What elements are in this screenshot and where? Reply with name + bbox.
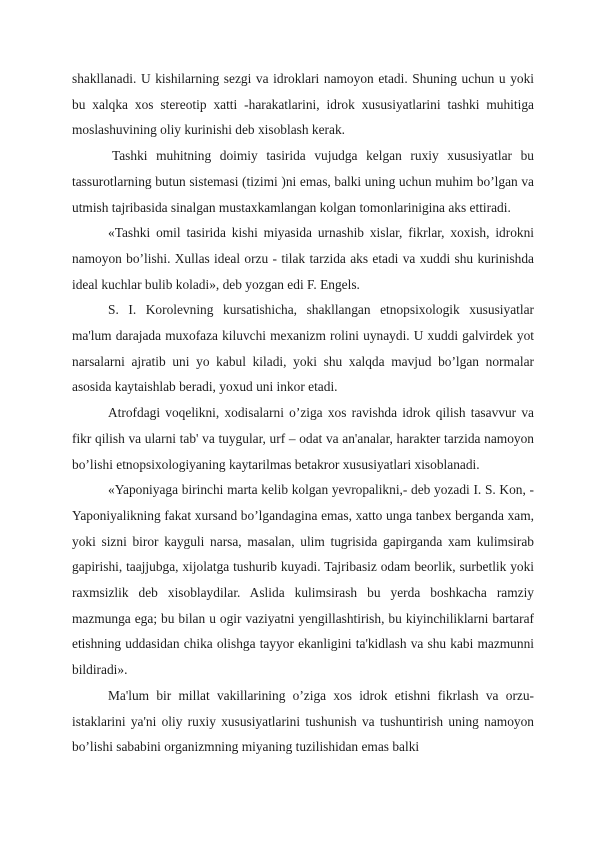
paragraph-1: shakllanadi. U kishilarning sezgi va idroklari namoyon etadi. Shuning uchun u yoki bu xalqka xos stereotip xatti -harakatlarini, idrok xususiyatlarini tashki muhitiga moslashuvining oliy kurinishi deb xisoblash kerak. bbox=[72, 71, 534, 138]
paragraph-3: «Tashki omil tasirida kishi miyasida urnashib xislar, fikrlar, xoxish, idrokni namoyon bo’lishi. Xullas ideal orzu - tilak tarzida aks etadi va xuddi shu kurinishda ideal kuchlar bulib koladi», deb yozgan edi F. Engels. bbox=[72, 225, 534, 292]
paragraph-4: S. I. Korolevning kursatishicha, shakllangan etnopsixologik xususiyatlar ma'lum darajada muxofaza kiluvchi mexanizm rolini uynaydi. U xuddi galvirdek yot narsalarni ajratib uni yo kabul kiladi, yoki shu xalqda mavjud bo’lgan normalar asosida kaytaishlab beradi, yoxud uni inkor etadi. bbox=[72, 302, 534, 395]
paragraph-7: Ma'lum bir millat vakillarining o’ziga xos idrok etishni fikrlash va orzu-istaklarini ya'ni oliy ruxiy xususiyatlarini tushunish va tushuntirish uning namoyon bo’lishi sababini organizmning miyaning tuzilishidan emas balki bbox=[72, 687, 534, 755]
paragraph-5: Atrofdagi voqelikni, xodisalarni o’ziga xos ravishda idrok qilish tasavvur va fikr qilish va ularni tab' va tuygular, urf – odat va an'analar, harakter tarzida namoyon bo’lishi etnopsixologiyaning kaytarilmas betakror xususiyatlari xisoblanadi. bbox=[72, 405, 534, 472]
paragraph-6: «Yaponiyaga birinchi marta kelib kolgan yevropalikni,- deb yozadi I. S. Kon, -Yaponiyalikning fakat xursand bo’lgandagina emas, xatto unga tanbex berganda xam, yoki sizni biror kayguli narsa, masalan, ulim tugrisida gapirganda xam kulimsirab gapirishi, taajjubga, xijolatga tushurib kuyadi. Tajribasiz odam beorlik, surbetlik yoki raxmsizlik deb xisoblaydilar. Aslida kulimsirash bu yerda boshkacha ramziy mazmunga ega; bu bilan u ogir vaziyatni yengillashtirish, bu kiyinchiliklarni bartaraf etishning uddasidan chika olishga tayyor ekanligini ta'kidlash va shu kabi mazmunni bildiradi». bbox=[72, 482, 534, 678]
document-page bbox=[72, 66, 534, 760]
paragraph-2: Tashki muhitning doimiy tasirida vujudga kelgan ruxiy xususiyatlar bu tassurotlarning butun sistemasi (tizimi )ni emas, balki uning uchun muhim bo’lgan va utmish tajribasida sinalgan mustaxkamlangan kolgan tomonlarinigina aks ettiradi. bbox=[72, 148, 534, 215]
